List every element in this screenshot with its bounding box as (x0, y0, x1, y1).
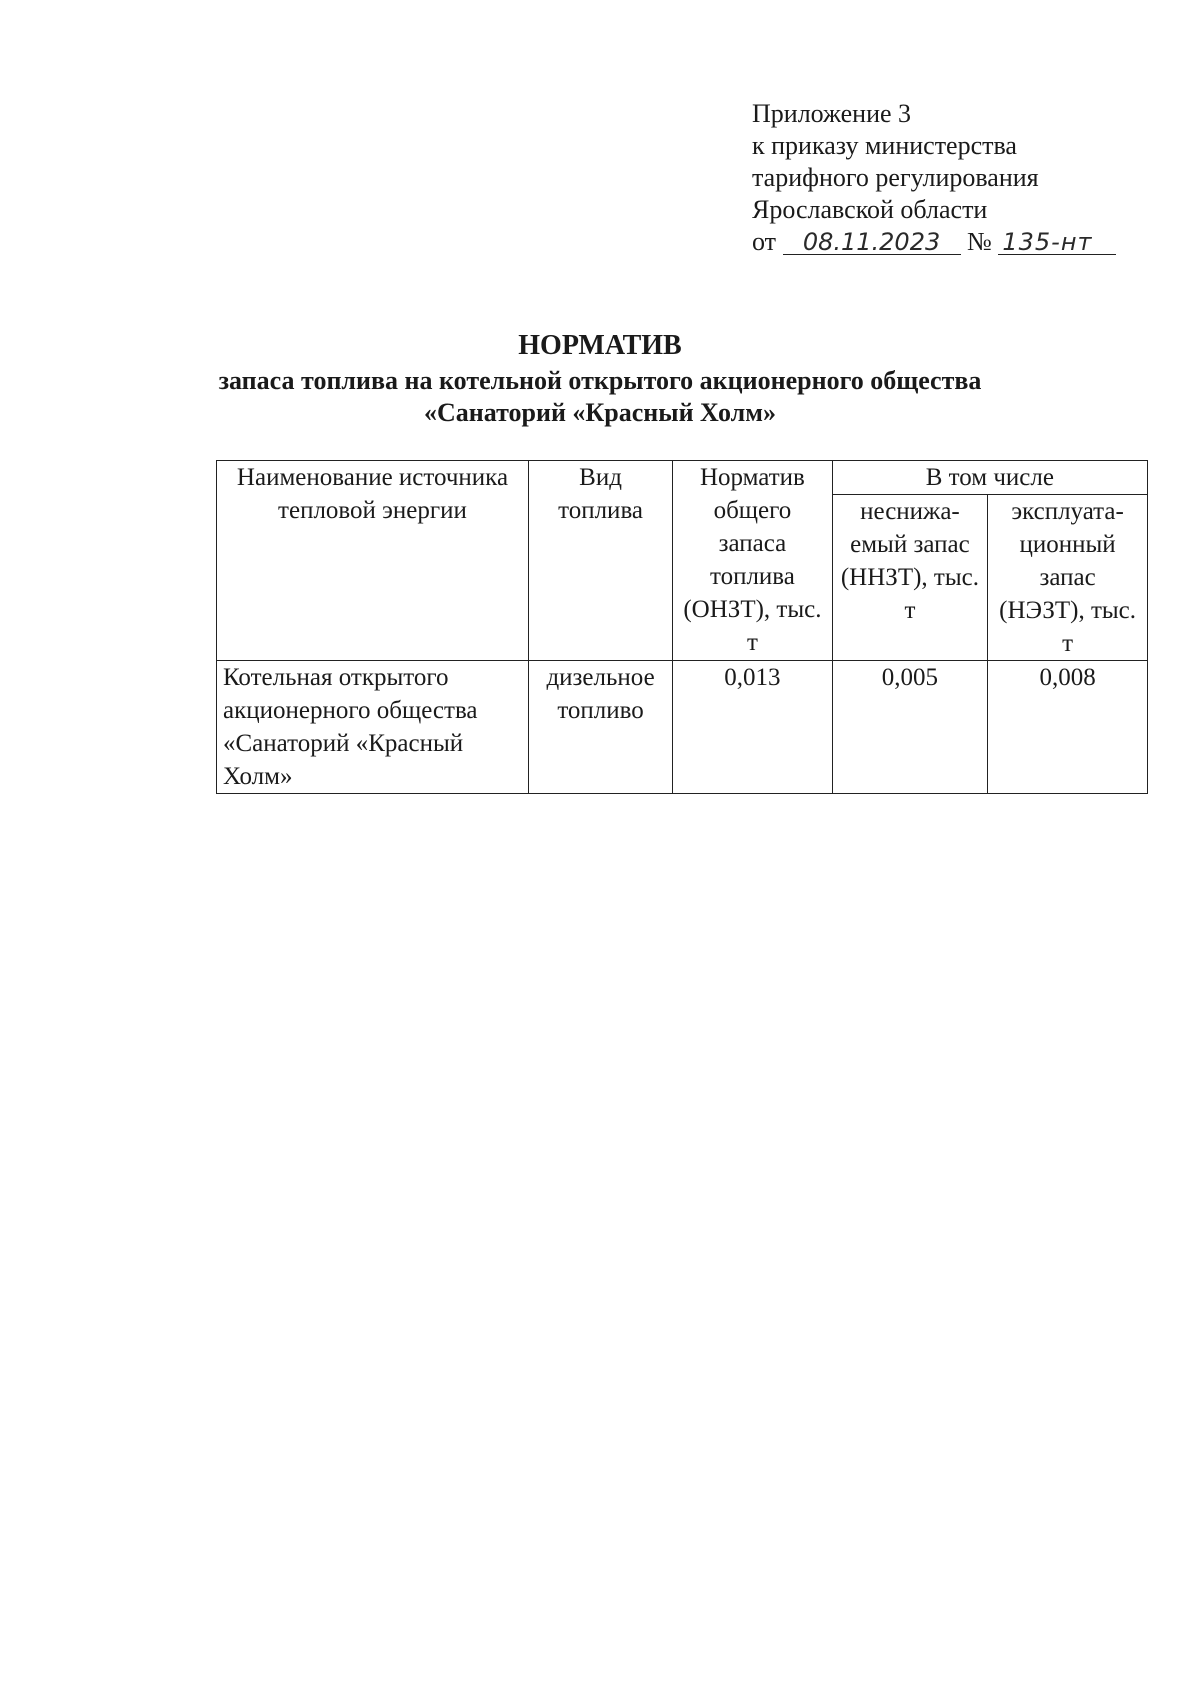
document-subtitle-line1: запаса топлива на котельной открытого акционерного общества (218, 366, 982, 395)
appendix-order-line: к приказу министерства (752, 131, 1017, 160)
from-prefix: от (752, 227, 777, 256)
header-source-name: Наименование источника тепловой энергии (217, 461, 529, 661)
appendix-block (752, 98, 1116, 258)
cell-nezt: 0,008 (988, 661, 1148, 794)
document-title: НОРМАТИВ (518, 330, 682, 361)
handwritten-number: 135-нт (998, 230, 1116, 255)
header-total-norm: Норматив общего запаса топлива (ОНЗТ), тыс. т (673, 461, 833, 661)
cell-fuel-type: дизельное топливо (528, 661, 672, 794)
cell-nnzt: 0,005 (832, 661, 987, 794)
table-header-row (217, 461, 1148, 495)
table-row (217, 661, 1148, 794)
document-subtitle-line2: «Санаторий «Красный Холм» (424, 398, 776, 427)
header-nezt: эксплуата-ционный запас (НЭЗТ), тыс. т (988, 495, 1148, 661)
appendix-title: Приложение 3 (752, 99, 912, 128)
appendix-ministry-line: тарифного регулирования (752, 163, 1039, 192)
appendix-date-number-line (752, 226, 1116, 258)
header-including: В том числе (832, 461, 1147, 495)
cell-source-name: Котельная открытого акционерного общества «Санаторий «Красный Холм» (217, 661, 529, 794)
cell-total-norm: 0,013 (673, 661, 833, 794)
number-sign: № (967, 227, 992, 256)
fuel-norm-table (216, 460, 1148, 794)
header-fuel-type: Вид топлива (528, 461, 672, 661)
header-nnzt: неснижа-емый запас (ННЗТ), тыс. т (832, 495, 987, 661)
appendix-region-line: Ярославской области (752, 195, 988, 224)
handwritten-date: 08.11.2023 (783, 230, 961, 255)
